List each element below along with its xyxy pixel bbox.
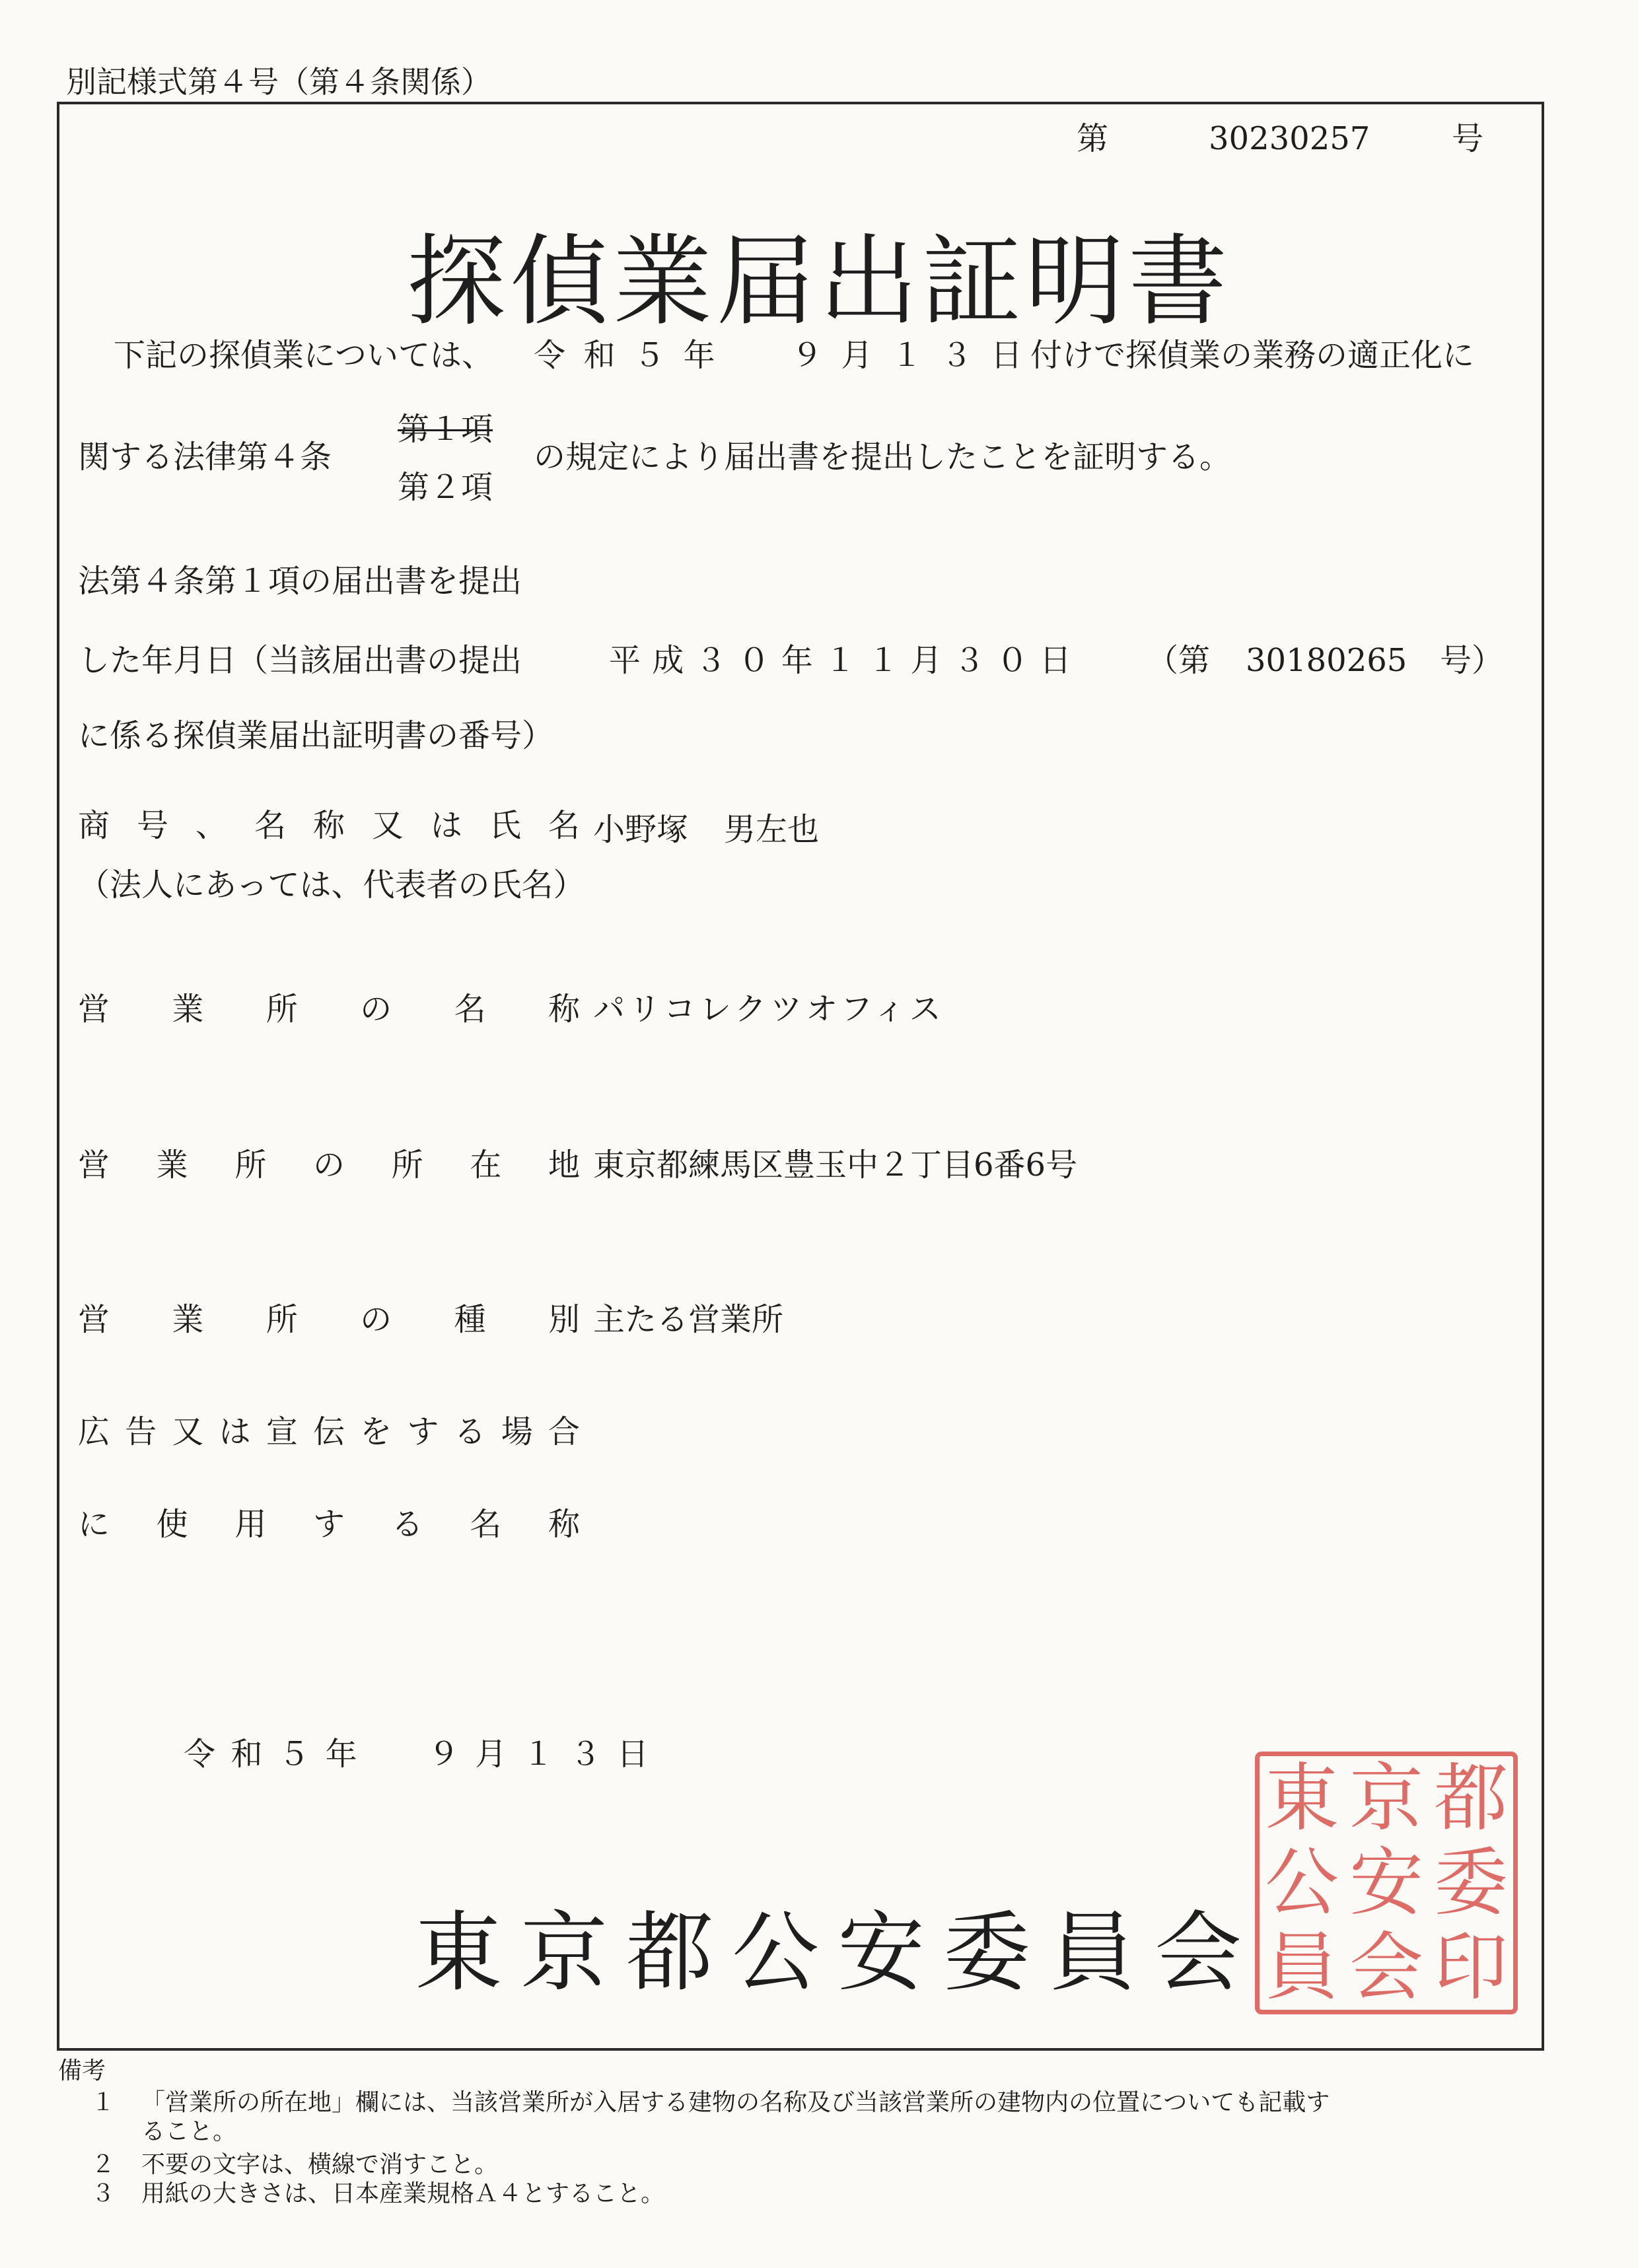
prior-filing-date: 平 成 ３ ０ 年 １ １ 月 ３ ０ 日 <box>609 642 1071 679</box>
office-location-label: 営 業 所 の 所 在 地 <box>78 1147 580 1184</box>
notes-heading: 備考 <box>58 2057 106 2084</box>
clause-struck: 第１項 <box>398 411 493 448</box>
clause-kept: 第２項 <box>398 469 493 506</box>
note-1-num: １ <box>91 2089 116 2116</box>
prior-filing-label-3: に係る探偵業届出証明書の番号） <box>78 717 554 754</box>
issue-date: 令 和 ５ 年 ９ 月 １ ３ 日 <box>184 1736 649 1773</box>
note-2-num: ２ <box>91 2151 116 2178</box>
advertising-name-label-2: に 使 用 す る 名 称 <box>78 1506 580 1543</box>
body-line2-a: 関する法律第４条 <box>78 439 332 476</box>
body-line1-a: 下記の探偵業については、 <box>114 337 494 374</box>
office-type-label: 営 業 所 の 種 別 <box>78 1301 580 1338</box>
document-title: 探偵業届出証明書 <box>406 225 1231 339</box>
note-1-cont: ること。 <box>141 2118 237 2145</box>
prior-filing-number-suffix: 号） <box>1440 642 1504 679</box>
prior-filing-label-1: 法第４条第１項の届出書を提出 <box>78 563 522 600</box>
note-2-text: 不要の文字は、横線で消すこと。 <box>141 2151 499 2178</box>
body-line1-b: 付けで探偵業の業務の適正化に <box>1030 337 1475 374</box>
trade-name-sublabel: （法人にあっては、代表者の氏名） <box>78 867 585 904</box>
prior-filing-number: 30180265 <box>1246 642 1407 679</box>
official-seal: 東 京 都 公 安 委 員 会 印 <box>1255 1752 1518 2014</box>
prior-filing-number-prefix: （第 <box>1147 642 1211 679</box>
trade-name-given: 男左也 <box>724 811 820 848</box>
office-name-value: パリコレクツオフィス <box>593 991 945 1028</box>
prior-filing-label-2: した年月日（当該届出書の提出 <box>78 642 522 679</box>
cert-number-prefix: 第 <box>1077 120 1109 157</box>
office-location-value: 東京都練馬区豊玉中２丁目6番6号 <box>593 1147 1078 1184</box>
advertising-name-label-1: 広 告 又 は 宣 伝 を す る 場 合 <box>78 1413 580 1450</box>
body-line2-b: の規定により届出書を提出したことを証明する。 <box>534 439 1232 476</box>
trade-name-label: 商 号 、 名 称 又 は 氏 名 <box>78 807 580 844</box>
issuing-authority: 東京都公安委員会 <box>415 1902 1260 2004</box>
body-line1-date: 令 和 ５ 年 ９ 月 １ ３ 日 <box>534 337 1022 374</box>
office-type-value: 主たる営業所 <box>593 1301 784 1338</box>
cert-number: 30230257 <box>1209 120 1371 157</box>
office-name-label: 営 業 所 の 名 称 <box>78 991 580 1028</box>
note-1-text: 「営業所の所在地」欄には、当該営業所が入居する建物の名称及び当該営業所の建物内の位置についても記載す <box>141 2089 1330 2116</box>
trade-name-surname: 小野塚 <box>593 811 689 848</box>
cert-number-suffix: 号 <box>1452 120 1484 157</box>
form-label: 別記様式第４号（第４条関係） <box>66 64 491 100</box>
note-3-text: 用紙の大きさは、日本産業規格Ａ４とすること。 <box>141 2180 665 2207</box>
note-3-num: ３ <box>91 2180 116 2207</box>
